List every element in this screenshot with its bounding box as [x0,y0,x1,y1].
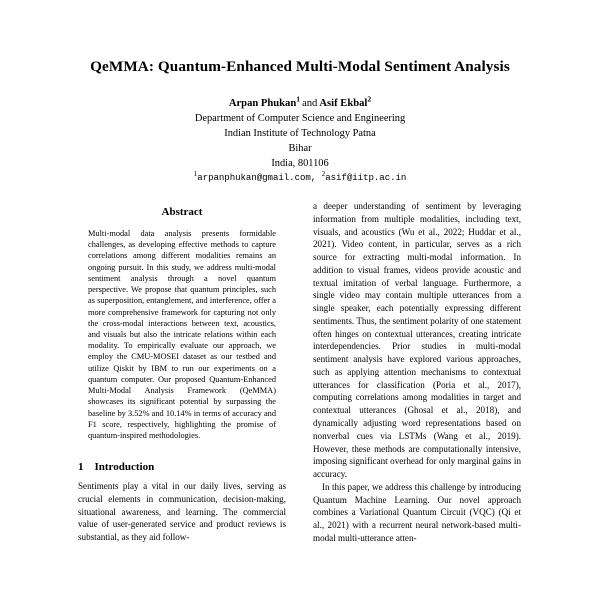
email-one: arpanphukan@gmail.com, [197,172,317,184]
email-two: asif@iitp.ac.in [325,172,407,184]
right-column [313,200,521,545]
introduction-body [78,480,286,544]
title-block [0,0,600,185]
author-one-affiliation-marker: 1 [296,94,301,104]
affiliation-state: Bihar [288,142,312,154]
section-title: Introduction [94,461,155,474]
left-column [78,200,286,545]
email-one-marker: 1 [193,170,198,179]
body-columns [0,200,600,545]
author-block [0,96,600,185]
author-conjunction: and [302,98,318,110]
affiliation-institute: Indian Institute of Technology Patna [224,128,376,140]
abstract-heading: Abstract [161,206,203,218]
section-number: 1 [78,461,84,474]
affiliation-country: India, 801106 [271,157,329,169]
right-column-body [313,200,521,545]
email-two-marker: 2 [321,170,326,179]
author-two-name: Asif Ekbal [319,98,368,110]
author-two-affiliation-marker: 2 [367,94,372,104]
author-one-name: Arpan Phukan [228,98,297,110]
section-heading-introduction [78,461,286,473]
paragraph: Sentiments play a vital in our daily lives, serving as crucial elements in communication, decision-making, situational awareness, and learning. The commercial value of user-generated service and product reviews is substantial, as they aid follow- [78,481,286,543]
abstract-paragraph: Multi-modal data analysis presents formidable challenges, as developing effective methods to capture correlations among different modalities remains an ongoing pursuit. In this study, we address multi-modal sentiment analysis through a novel quantum perspective. We propose that quantum principles, such as superposition, entanglement, and interference, offer a more comprehensive framework for capturing not only the cross-modal interactions between text, acoustics, and visuals but also the intricate relations within each modality. To empirically evaluate our approach, we employ the CMU-MOSEI dataset as our testbed and utilize Qiskit by IBM to run our experiments on a quantum computer. Our proposed Quantum-Enhanced Multi-Modal Analysis Framework (QeMMA) showcases its significant potential by surpassing the baseline by 3.52% and 10.14% in terms of accuracy and F1 score, respectively, highlighting the promise of quantum-inspired methodologies. [88,229,276,440]
page-title: QeMMA: Quantum-Enhanced Multi-Modal Sentiment Analysis [90,58,510,75]
author-names [0,96,600,111]
abstract-body [78,228,286,441]
affiliation-department: Department of Computer Science and Engineering [194,113,406,125]
paragraph: In this paper, we address this challenge by introducing Quantum Machine Learning. Our novel approach combines a Variational Quantum Circuit (VQC) (Qi et al., 2021) with a recurrent neural network-based multi-modal multi-utterance atten- [313,481,521,543]
author-emails [0,172,600,185]
paragraph: a deeper understanding of sentiment by leveraging information from multiple modalities, including text, visuals, and acoustics (Wu et al., 2022; Huddar et al., 2021). Video content, in particular, serves as a rich source for extracting multi-modal information. In addition to visual frames, videos provide acoustic and textual imitation of verbal language. Furthermore, a single video may contain multiple utterances from a single speaker, each potentially expressing different sentiments. Thus, the sentiment polarity of one statement often hinges on contextual utterances, creating intricate interdependencies. Prior studies in multi-modal sentiment analysis have explored various approaches, such as applying attention mechanisms to contextual utterances for classification (Poria et al., 2017), computing correlations among modalities in target and contextual utterances (Ghosal et al., 2018), and dynamically adjusting word representations based on nonverbal cues via LSTMs (Wang et al., 2019). However, these methods are computationally intensive, imposing significant overhead for only marginal gains in accuracy. [313,201,521,480]
